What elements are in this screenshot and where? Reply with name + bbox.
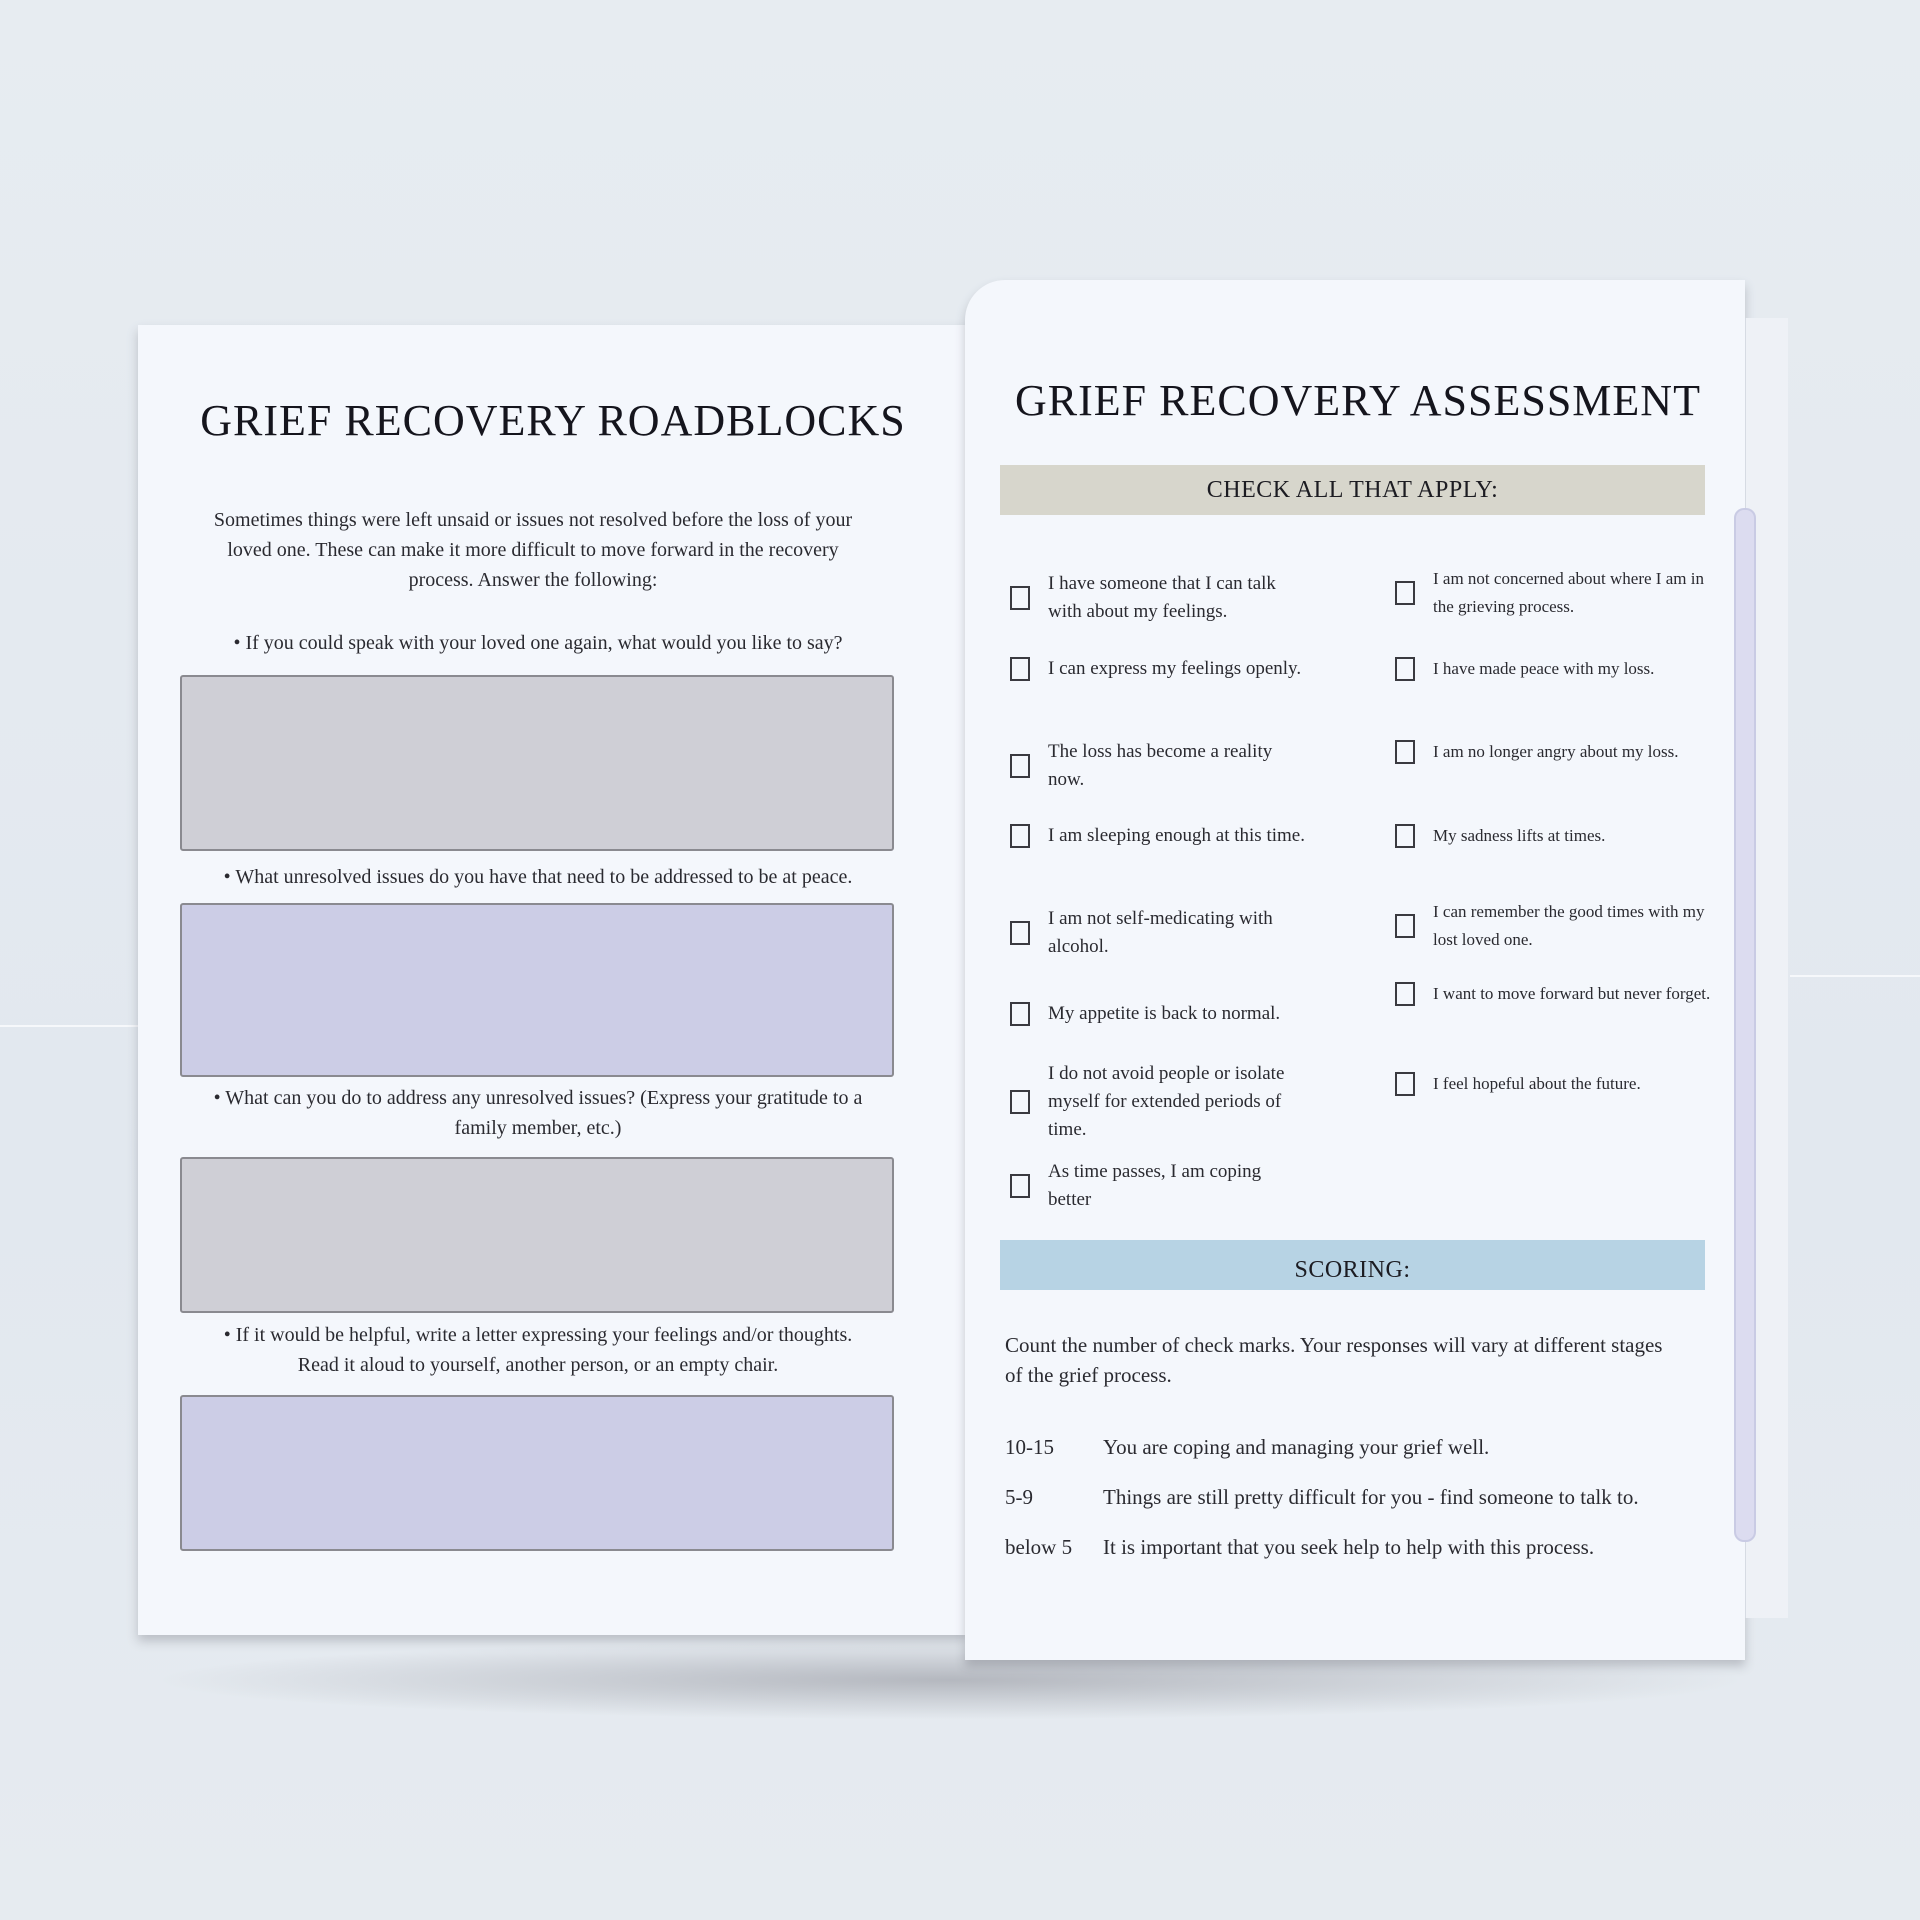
checkbox[interactable] <box>1395 740 1415 764</box>
checkbox[interactable] <box>1395 824 1415 848</box>
question-3: • What can you do to address any unresolved issues? (Express your gratitude to a family member, etc.) <box>213 1087 863 1139</box>
checklist-item[interactable]: The loss has become a reality now. <box>1010 738 1308 794</box>
question-2: • What unresolved issues do you have that need to be addressed to be at peace. <box>223 866 853 888</box>
checkbox[interactable] <box>1010 921 1030 945</box>
checklist-item[interactable]: I am no longer angry about my loss. <box>1395 738 1713 766</box>
score-row: below 5 It is important that you seek help to help with this process. <box>1005 1535 1595 1559</box>
checkbox[interactable] <box>1010 657 1030 681</box>
answer-box-4[interactable] <box>180 1395 894 1551</box>
intro-paragraph: Sometimes things were left unsaid or issues not resolved before the loss of your loved one. These can make it more difficult to move forward in the recovery process. Answer the following: <box>213 509 853 591</box>
scoring-instructions: Count the number of check marks. Your responses will vary at different stages of the grief process. <box>1005 1333 1663 1387</box>
scoring-heading: SCORING: <box>1000 1240 1705 1290</box>
checklist-item[interactable]: I am not self-medicating with alcohol. <box>1010 905 1308 961</box>
checklist-item[interactable]: I am sleeping enough at this time. <box>1010 822 1308 850</box>
checklist-item[interactable]: My sadness lifts at times. <box>1395 822 1713 850</box>
score-row: 10-15 You are coping and managing your grief well. <box>1005 1435 1490 1459</box>
answer-box-1[interactable] <box>180 675 894 851</box>
checklist-item[interactable]: I can remember the good times with my lost loved one. <box>1395 898 1713 954</box>
question-1: • If you could speak with your loved one again, what would you like to say? <box>233 632 843 654</box>
answer-box-2[interactable] <box>180 903 894 1077</box>
checklist-item[interactable]: I want to move forward but never forget. <box>1395 980 1713 1008</box>
page-title: GRIEF RECOVERY ASSESSMENT <box>1015 376 1701 425</box>
checkbox[interactable] <box>1395 1072 1415 1096</box>
page-tab <box>1734 508 1756 1542</box>
checkbox[interactable] <box>1395 982 1415 1006</box>
checklist-item[interactable]: I can express my feelings openly. <box>1010 655 1308 683</box>
checklist-item[interactable]: I feel hopeful about the future. <box>1395 1070 1713 1098</box>
checkbox[interactable] <box>1395 657 1415 681</box>
table-edge-line <box>0 1025 160 1027</box>
checkbox[interactable] <box>1010 1090 1030 1114</box>
checklist-item[interactable]: I have someone that I can talk with about my feelings. <box>1010 570 1308 626</box>
checkbox[interactable] <box>1010 1002 1030 1026</box>
checklist-item[interactable]: I do not avoid people or isolate myself for extended periods of time. <box>1010 1060 1308 1144</box>
checklist-item[interactable]: I have made peace with my loss. <box>1395 655 1713 683</box>
table-edge-line <box>1790 975 1920 977</box>
score-row: 5-9 Things are still pretty difficult for you - find someone to talk to. <box>1005 1485 1639 1509</box>
page-stack-edge <box>1745 318 1788 1618</box>
checkbox[interactable] <box>1395 581 1415 605</box>
checkbox[interactable] <box>1395 914 1415 938</box>
checkbox[interactable] <box>1010 1174 1030 1198</box>
checkbox[interactable] <box>1010 754 1030 778</box>
checklist-item[interactable]: My appetite is back to normal. <box>1010 1000 1308 1028</box>
checkbox[interactable] <box>1010 824 1030 848</box>
page-title: GRIEF RECOVERY ROADBLOCKS <box>200 396 906 445</box>
left-page <box>138 325 968 1635</box>
right-page <box>965 280 1745 1660</box>
answer-box-3[interactable] <box>180 1157 894 1313</box>
checklist-item[interactable]: As time passes, I am coping better <box>1010 1158 1308 1214</box>
checklist-item[interactable]: I am not concerned about where I am in the grieving process. <box>1395 565 1713 621</box>
question-4: • If it would be helpful, write a letter expressing your feelings and/or thoughts. Read it aloud to yourself, another person, or an empty chair. <box>223 1324 853 1376</box>
checkbox[interactable] <box>1010 586 1030 610</box>
check-all-heading: CHECK ALL THAT APPLY: <box>1000 465 1705 515</box>
